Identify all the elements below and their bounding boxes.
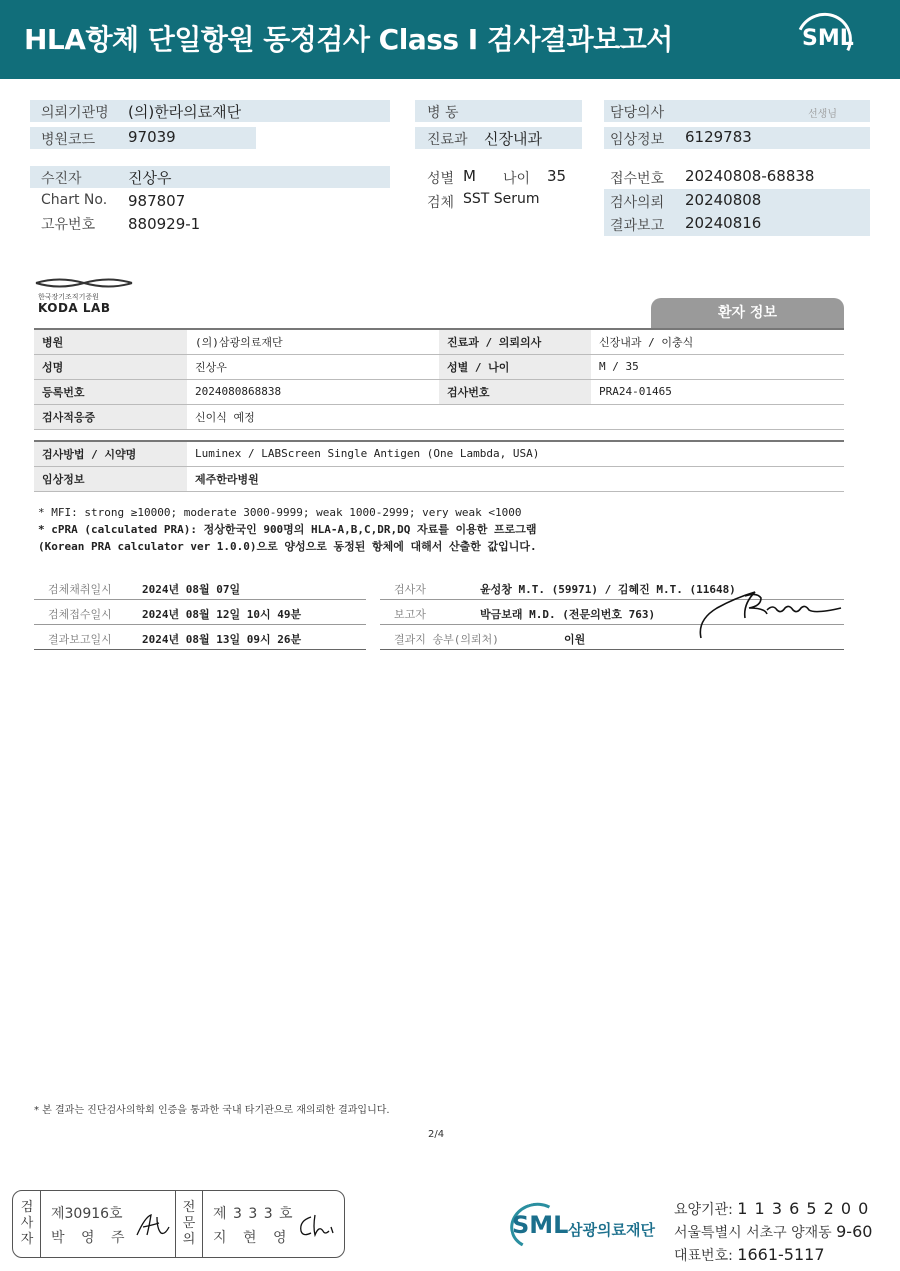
reception-label: 접수번호 (610, 171, 665, 187)
table-header-cell: 병원 (34, 329, 187, 354)
sign-row (34, 600, 366, 625)
sign-key: 검사자 (394, 583, 426, 596)
institution-label: 의뢰기관명 (41, 105, 109, 121)
age-label: 나이 (503, 171, 531, 187)
note-line: * MFI: strong ≥10000; moderate 3000-9999; weak 1000-2999; very weak <1000 (38, 506, 522, 519)
stamp-left-signature (135, 1213, 171, 1239)
clinical-value: 6129783 (685, 128, 752, 146)
clinical-label: 임상정보 (610, 132, 665, 148)
sex-value: M (463, 167, 476, 185)
table-header-cell: 임상정보 (34, 466, 187, 491)
doctor-label: 담당의사 (610, 105, 665, 121)
table-row (34, 441, 844, 466)
sign-value: 2024년 08월 12일 10시 49분 (142, 608, 302, 621)
koda-lab-name: KODA LAB (38, 301, 111, 315)
ward-label: 병 동 (427, 105, 459, 121)
table-cell: 제주한라병원 (187, 466, 844, 491)
table-header-cell: 성별 / 나이 (439, 354, 591, 379)
requested-label: 검사의뢰 (610, 195, 665, 211)
institution-code-label: 요양기관: (674, 1202, 733, 1218)
table-header-cell: 검사적응증 (34, 404, 187, 429)
sign-value: 윤성창 M.T. (59971) / 김혜진 M.T. (11648) (480, 583, 736, 596)
sign-value: 박금보래 M.D. (전문의번호 763) (480, 608, 656, 621)
age-value: 35 (547, 167, 567, 185)
stamp-left-name: 박 영 주 (51, 1230, 131, 1246)
table-cell: 2024080868838 (187, 379, 439, 404)
table-row (34, 404, 844, 429)
table-header-cell: 성명 (34, 354, 187, 379)
requested-value: 20240808 (685, 191, 762, 209)
reception-value: 20240808-68838 (685, 167, 815, 185)
sign-key: 검체채취일시 (48, 583, 112, 596)
stamp-left-number: 제30916호 (51, 1206, 123, 1222)
hospital-code-value: 97039 (128, 128, 176, 146)
footnote: * 본 결과는 진단검사의학회 인증을 통과한 국내 타기관으로 재의뢰한 결과입니다. (34, 1105, 390, 1116)
koda-logo-mark (34, 276, 134, 290)
address-number: 9-60 (836, 1222, 873, 1241)
dept-value: 신장내과 (484, 130, 542, 148)
patient-name-label: 수진자 (41, 171, 82, 187)
table-cell: 신이식 예정 (187, 404, 844, 429)
sign-row (34, 625, 366, 650)
note-line: (Korean PRA calculator ver 1.0.0)으로 양성으로 동정된 항체에 대해서 산출한 값입니다. (38, 540, 537, 553)
patient-info-tab: 환자 정보 (651, 298, 844, 328)
unique-id-value: 880929-1 (128, 215, 201, 233)
note-line: * cPRA (calculated PRA): 정상한국인 900명의 HLA-A,B,C,DR,DQ 자료를 이용한 프로그램 (38, 523, 537, 536)
phone-value: 1661-5117 (737, 1245, 825, 1264)
table-row (34, 466, 844, 491)
institution-code-value: 1 1 3 6 5 2 0 0 (737, 1199, 870, 1218)
table-header-cell: 검사번호 (439, 379, 591, 404)
sign-value: 2024년 08월 13일 09시 26분 (142, 633, 302, 646)
sign-key: 결과지 송부(의뢰처) (394, 633, 499, 646)
sign-key: 검체접수일시 (48, 608, 112, 621)
address (674, 1222, 872, 1242)
samkwang-org-name: 삼광의료재단 (568, 1221, 655, 1239)
sex-label: 성별 (427, 171, 455, 187)
sign-key: 보고자 (394, 608, 426, 621)
phone-label: 대표번호: (674, 1248, 733, 1264)
reported-value: 20240816 (685, 214, 762, 232)
report-title: HLA항체 단일항원 동정검사 Class I 검사결과보고서 (24, 23, 673, 56)
patient-name-value: 진상우 (128, 169, 172, 187)
table-row (34, 354, 844, 379)
dept-label: 진료과 (427, 132, 468, 148)
hospital-code-label: 병원코드 (41, 132, 96, 148)
samkwang-logo (510, 1203, 670, 1253)
sign-value: 2024년 08월 07일 (142, 583, 241, 596)
page-number: 2/4 (428, 1129, 445, 1140)
stamp-right-label: 전문의 (182, 1200, 196, 1247)
sign-value: 이원 (564, 633, 586, 646)
reporter-signature (695, 584, 845, 642)
koda-logo (34, 276, 144, 320)
koda-method-table (34, 440, 844, 492)
samkwang-logo-text: SML (512, 1211, 569, 1239)
table-header-cell: 등록번호 (34, 379, 187, 404)
table-cell: (의)삼광의료재단 (187, 329, 439, 354)
stamp-right-number: 제 3 3 3 호 (213, 1206, 294, 1222)
specimen-value: SST Serum (463, 191, 540, 207)
stamp-right-name: 지 현 영 (213, 1230, 293, 1246)
institution-code (674, 1199, 869, 1219)
phone (674, 1245, 825, 1265)
sml-logo (796, 13, 852, 67)
doctor-suffix: 선생님 (808, 109, 837, 120)
table-cell: 신장내과 / 이충식 (591, 329, 844, 354)
sml-logo-text: SML (802, 26, 854, 51)
unique-id-label: 고유번호 (41, 217, 96, 233)
stamp-left-label: 검사자 (20, 1200, 34, 1247)
sign-row (34, 575, 366, 600)
table-row (34, 329, 844, 354)
table-header-cell: 검사방법 / 시약명 (34, 441, 187, 466)
koda-org-name: 한국장기조직기증원 (38, 293, 99, 301)
approval-stamp (12, 1190, 345, 1258)
table-cell: 진상우 (187, 354, 439, 379)
table-header-cell: 진료과 / 의뢰의사 (439, 329, 591, 354)
chart-value: 987807 (128, 192, 186, 210)
sign-key: 결과보고일시 (48, 633, 112, 646)
koda-patient-table (34, 328, 844, 430)
table-cell: Luminex / LABScreen Single Antigen (One Lambda, USA) (187, 441, 844, 466)
table-cell: PRA24-01465 (591, 379, 844, 404)
report-banner (0, 0, 900, 79)
table-row (34, 379, 844, 404)
notes (38, 504, 537, 555)
address-text: 서울특별시 서초구 양재동 (674, 1225, 832, 1241)
reported-label: 결과보고 (610, 218, 665, 234)
table-cell: M / 35 (591, 354, 844, 379)
chart-label: Chart No. (41, 192, 108, 208)
institution-value: (의)한라의료재단 (128, 103, 242, 121)
stamp-right-signature (297, 1213, 337, 1239)
specimen-label: 검체 (427, 195, 455, 211)
patient-name-bar (30, 166, 390, 188)
